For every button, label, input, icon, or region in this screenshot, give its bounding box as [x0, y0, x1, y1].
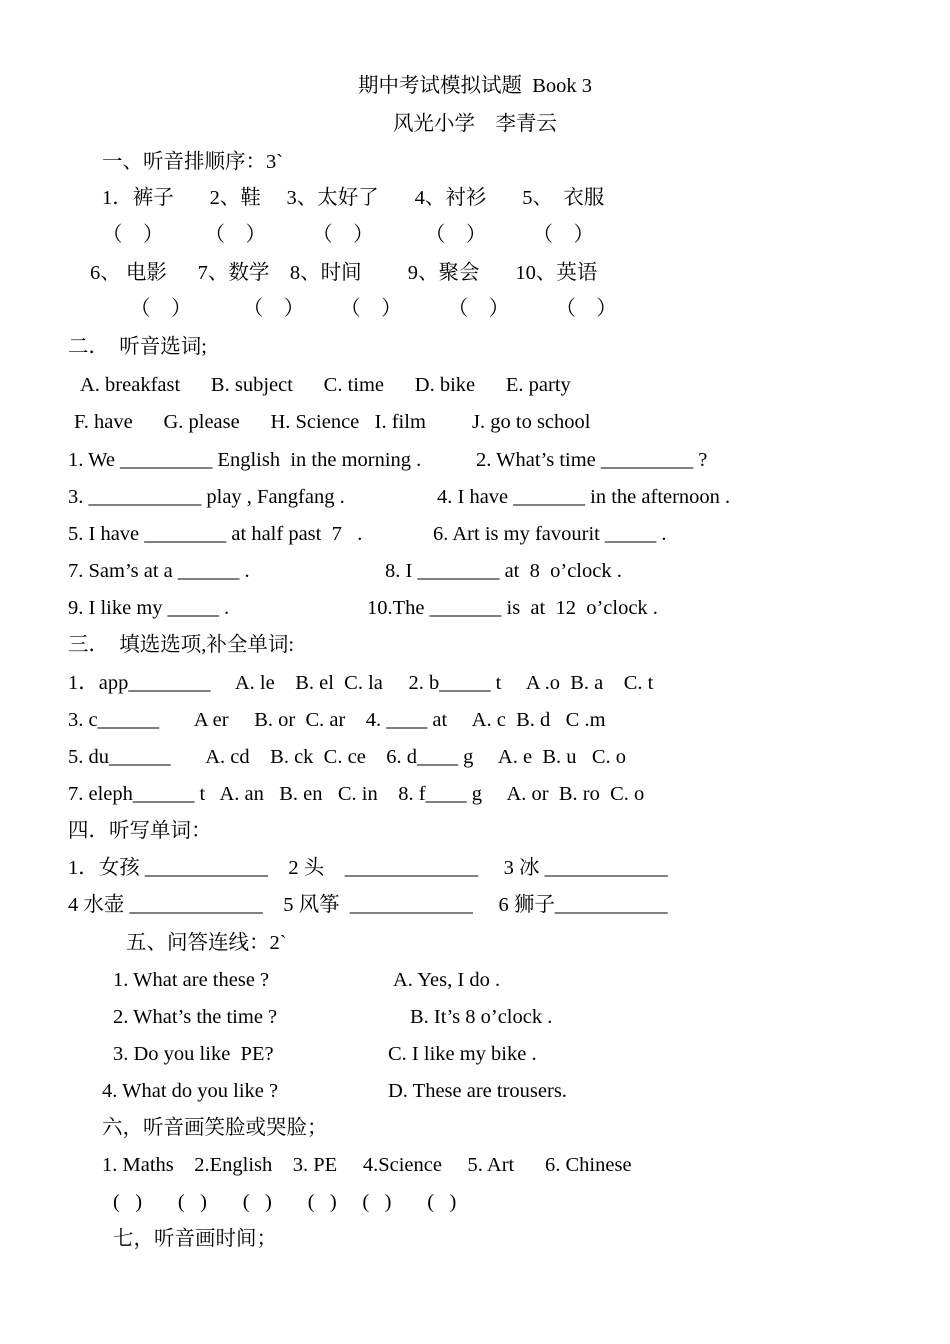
- question-5-2: 2. What’s the time ?: [113, 1006, 278, 1028]
- question-2-5: 5. I have ________ at half past 7 .: [68, 523, 363, 545]
- section4-heading: 四．听写单词：: [68, 820, 212, 842]
- section7-heading: 七，听音画时间；: [113, 1228, 277, 1250]
- section1-row2: 6、 电影 7、数学 8、时间 9、聚会 10、英语: [90, 262, 598, 284]
- section3-heading: 三． 填选选项,补全单词:: [68, 634, 295, 656]
- section1-heading: 一、听音排顺序：3`: [102, 151, 284, 173]
- section4-row1: 1．女孩 ____________ 2 头 _____________ 3 冰 ____________: [68, 857, 668, 879]
- page-title: 期中考试模拟试题 Book 3: [357, 75, 593, 97]
- question-2-3: 3. ___________ play , Fangfang .: [68, 486, 345, 508]
- section3-row3: 5. du______ A. cd B. ck C. ce 6. d____ g A. e B. u C. o: [68, 746, 627, 768]
- question-2-2: 2. What’s time _________ ?: [476, 449, 708, 471]
- section2-options-1: A. breakfast B. subject C. time D. bike E. party: [80, 374, 571, 396]
- question-5-4: 4. What do you like ?: [102, 1080, 279, 1102]
- section5-heading: 五、问答连线：2`: [126, 932, 287, 954]
- section6-brackets: ( ) ( ) ( ) ( ) ( ) ( ): [113, 1191, 457, 1213]
- section1-row2-brackets: （ ） （ ） （ ） （ ） （ ）: [130, 298, 617, 320]
- question-5-3: 3. Do you like PE?: [113, 1043, 274, 1065]
- answer-5-d: D. These are trousers.: [388, 1080, 567, 1102]
- answer-5-a: A. Yes, I do .: [393, 969, 501, 991]
- question-5-1: 1. What are these ?: [113, 969, 270, 991]
- question-2-7: 7. Sam’s at a ______ .: [68, 560, 250, 582]
- section6-heading: 六，听音画笑脸或哭脸；: [102, 1117, 328, 1139]
- question-2-1: 1. We _________ English in the morning .: [68, 449, 422, 471]
- page-subtitle: 风光小学 李青云: [393, 113, 557, 135]
- answer-5-b: B. It’s 8 o’clock .: [410, 1006, 553, 1028]
- section2-options-2: F. have G. please H. Science I. film J. go to school: [74, 411, 591, 433]
- section2-heading: 二． 听音选词;: [68, 336, 207, 358]
- section3-row2: 3. c______ A er B. or C. ar 4. ____ at A. c B. d C .m: [68, 709, 606, 731]
- question-2-4: 4. I have _______ in the afternoon .: [437, 486, 731, 508]
- section3-row1: 1．app________ A. le B. el C. la 2. b_____ t A .o B. a C. t: [68, 672, 654, 694]
- section4-row2: 4 水壶 _____________ 5 风筝 ____________ 6 狮子___________: [68, 894, 668, 916]
- section3-row4: 7. eleph______ t A. an B. en C. in 8. f____ g A. or B. ro C. o: [68, 783, 645, 805]
- question-2-6: 6. Art is my favourit _____ .: [433, 523, 667, 545]
- answer-5-c: C. I like my bike .: [388, 1043, 537, 1065]
- section6-subjects: 1. Maths 2.English 3. PE 4.Science 5. Art 6. Chinese: [102, 1154, 632, 1176]
- question-2-10: 10.The _______ is at 12 o’clock .: [367, 597, 658, 619]
- section1-row1: 1．裤子 2、鞋 3、太好了 4、衬衫 5、 衣服: [102, 187, 605, 209]
- question-2-8: 8. I ________ at 8 o’clock .: [385, 560, 622, 582]
- section1-row1-brackets: （ ） （ ） （ ） （ ） （ ）: [102, 224, 594, 246]
- question-2-9: 9. I like my _____ .: [68, 597, 230, 619]
